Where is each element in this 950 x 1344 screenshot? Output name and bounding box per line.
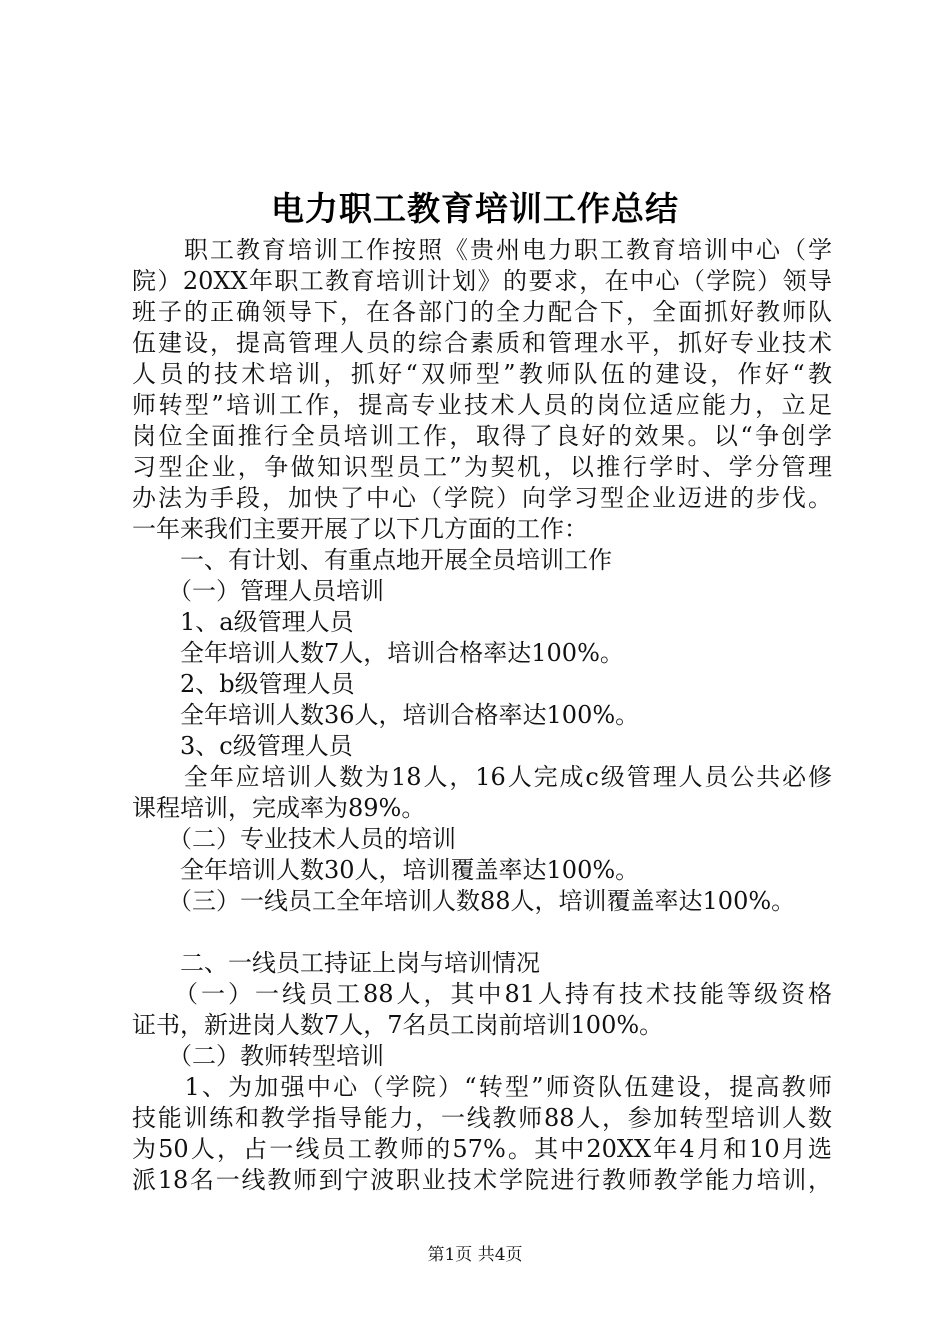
paragraph-line: 岗位全面推行全员培训工作，取得了良好的效果。以“争创学 — [132, 422, 832, 450]
paragraph-line: 职工教育培训工作按照《贵州电力职工教育培训中心（学 — [132, 236, 832, 264]
paragraph-line: 伍建设，提高管理人员的综合素质和管理水平，抓好专业技术 — [132, 329, 832, 357]
paragraph-line: 师转型”培训工作，提高专业技术人员的岗位适应能力，立足 — [132, 391, 832, 419]
subsection-heading: （一）管理人员培训 — [132, 577, 384, 605]
paragraph-line: （一）一线员工88人，其中81人持有技术技能等级资格 — [132, 980, 832, 1008]
subsection-heading: （二）专业技术人员的培训 — [132, 825, 456, 853]
paragraph-line: 办法为手段，加快了中心（学院）向学习型企业迈进的步伐。 — [132, 484, 832, 512]
paragraph-line: 全年培训人数7人，培训合格率达100%。 — [132, 639, 624, 667]
item-heading: 3、c级管理人员 — [132, 732, 353, 760]
paragraph-line: 技能训练和教学指导能力，一线教师88人，参加转型培训人数 — [132, 1104, 832, 1132]
paragraph-line: 院）20XX年职工教育培训计划》的要求，在中心（学院）领导 — [132, 267, 832, 295]
paragraph-line: 人员的技术培训，抓好“双师型”教师队伍的建设，作好“教 — [132, 360, 832, 388]
section-heading: 一、有计划、有重点地开展全员培训工作 — [132, 546, 612, 574]
item-heading: 2、b级管理人员 — [132, 670, 355, 698]
paragraph-line: 习型企业，争做知识型员工”为契机，以推行学时、学分管理 — [132, 453, 832, 481]
paragraph-line: 证书，新进岗人数7人，7名员工岗前培训100%。 — [132, 1011, 664, 1039]
page-title: 电力职工教育培训工作总结 — [271, 189, 679, 228]
page-footer: 第1页 共4页 — [427, 1245, 523, 1265]
paragraph-line: 为50人，占一线员工教师的57%。其中20XX年4月和10月选 — [132, 1135, 832, 1163]
paragraph-line: 全年培训人数30人，培训覆盖率达100%。 — [132, 856, 640, 884]
paragraph-line: 1、为加强中心（学院）“转型”师资队伍建设，提高教师 — [132, 1073, 832, 1101]
item-heading: 1、a级管理人员 — [132, 608, 354, 636]
paragraph-line: 全年培训人数36人，培训合格率达100%。 — [132, 701, 640, 729]
subsection-heading: （二）教师转型培训 — [132, 1042, 384, 1070]
paragraph-line: 派18名一线教师到宁波职业技术学院进行教师教学能力培训， — [132, 1166, 832, 1194]
section-heading: 二、一线员工持证上岗与培训情况 — [132, 949, 540, 977]
subsection-heading: （三）一线员工全年培训人数88人，培训覆盖率达100%。 — [132, 887, 796, 915]
paragraph-line: 班子的正确领导下，在各部门的全力配合下，全面抓好教师队 — [132, 298, 832, 326]
paragraph-line: 课程培训，完成率为89%。 — [132, 794, 426, 822]
paragraph-line: 全年应培训人数为18人，16人完成c级管理人员公共必修 — [132, 763, 832, 791]
paragraph-line: 一年来我们主要开展了以下几方面的工作： — [132, 515, 588, 543]
